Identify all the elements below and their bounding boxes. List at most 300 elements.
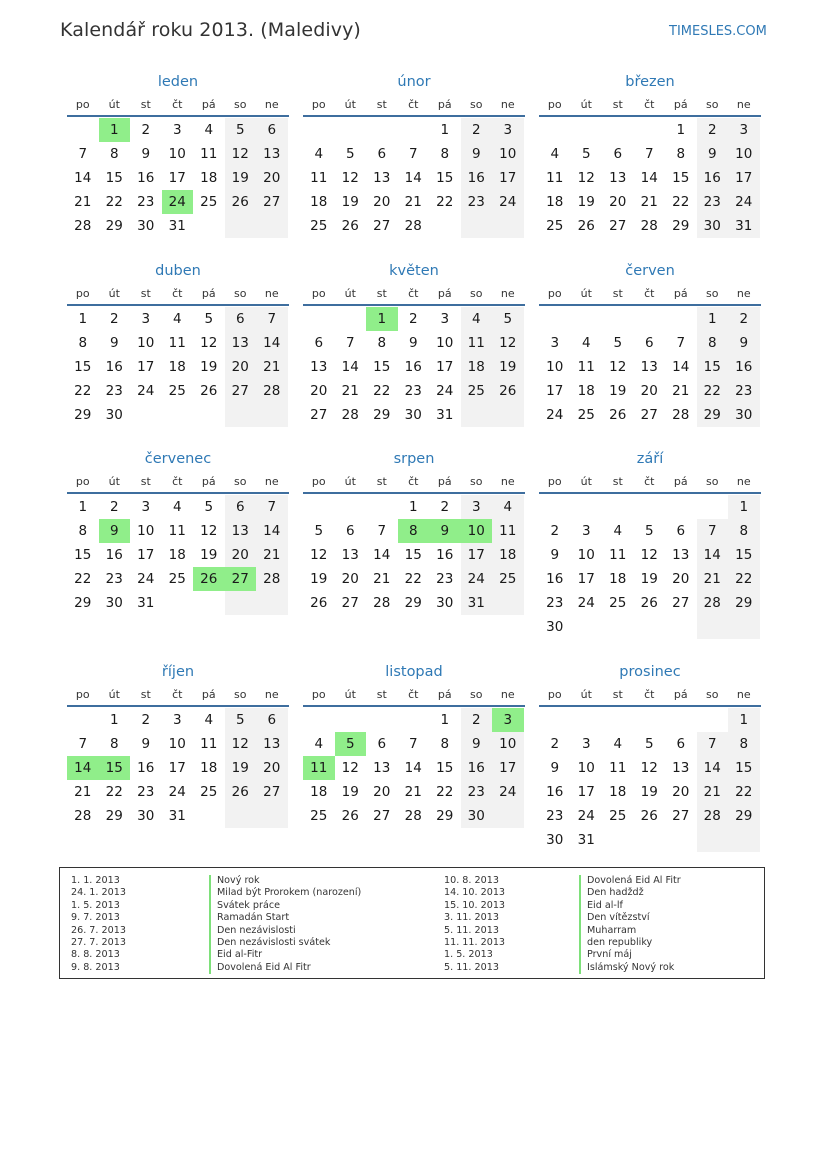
empty-day-cell (130, 403, 162, 427)
day-cell: 14 (672, 359, 690, 375)
weekday-label: st (140, 475, 151, 488)
month-name: březen (625, 74, 675, 90)
day-cell: 6 (644, 335, 654, 351)
day-cell: 25 (492, 567, 524, 591)
weekday-label: ne (264, 98, 279, 111)
day-cell: 25 (200, 784, 218, 800)
day-cell: 10 (492, 732, 524, 756)
day-cell: 3 (581, 523, 591, 539)
legend-holiday-name: Den hadždž (579, 887, 644, 899)
weekday-label: pá (673, 287, 688, 300)
empty-day-cell (461, 214, 493, 238)
day-cell: 2 (697, 118, 729, 142)
month-name: květen (389, 263, 439, 279)
day-cell: 22 (74, 383, 92, 399)
day-cell: 28 (404, 808, 422, 824)
day-cell: 10 (546, 359, 564, 375)
day-cell: 18 (461, 355, 493, 379)
empty-day-cell (492, 403, 524, 427)
empty-day-cell (571, 307, 603, 331)
day-cell: 13 (256, 142, 288, 166)
day-cell: 3 (172, 122, 182, 138)
day-cell: 26 (225, 190, 257, 214)
day-cell: 23 (461, 190, 493, 214)
day-grid (303, 307, 525, 427)
day-cell: 28 (74, 218, 92, 234)
day-cell: 15 (697, 355, 729, 379)
day-cell: 19 (640, 784, 658, 800)
weekday-label: so (234, 98, 247, 111)
legend-date: 27. 7. 2013 (71, 936, 126, 948)
day-cell: 30 (461, 804, 493, 828)
weekday-label: po (311, 475, 326, 488)
day-cell: 1 (676, 122, 686, 138)
empty-day-cell (303, 118, 335, 142)
header-rule (303, 304, 525, 306)
day-cell: 29 (697, 403, 729, 427)
day-cell: 29 (728, 591, 760, 615)
empty-day-cell (634, 828, 666, 852)
weekday-label: ne (736, 475, 751, 488)
day-cell: 15 (436, 170, 454, 186)
holiday-day-cell: 10 (461, 519, 493, 543)
empty-day-cell (193, 804, 225, 828)
day-cell: 31 (436, 407, 454, 423)
holiday-day-cell: 8 (398, 519, 430, 543)
day-cell: 28 (672, 407, 690, 423)
weekday-label: po (75, 98, 90, 111)
legend-date: 8. 8. 2013 (71, 949, 120, 961)
day-cell: 21 (404, 784, 422, 800)
day-cell: 9 (461, 142, 493, 166)
empty-day-cell (366, 708, 398, 732)
day-cell: 27 (640, 407, 658, 423)
legend-holiday-name: Den nezávislosti svátek (209, 937, 330, 949)
weekday-label: po (547, 98, 562, 111)
day-cell: 20 (310, 383, 328, 399)
empty-day-cell (602, 118, 634, 142)
day-cell: 4 (314, 146, 324, 162)
day-cell: 11 (168, 523, 186, 539)
day-cell: 1 (440, 712, 450, 728)
day-cell: 3 (728, 118, 760, 142)
day-cell: 13 (640, 359, 658, 375)
weekday-label: ne (500, 287, 515, 300)
day-cell: 2 (141, 122, 151, 138)
day-cell: 5 (492, 307, 524, 331)
day-cell: 21 (74, 784, 92, 800)
day-cell: 3 (461, 495, 493, 519)
empty-day-cell (225, 214, 257, 238)
day-cell: 8 (109, 146, 119, 162)
month-name: srpen (393, 451, 435, 467)
weekday-header (539, 285, 761, 302)
day-cell: 12 (310, 547, 328, 563)
day-cell: 30 (137, 808, 155, 824)
day-cell: 29 (672, 218, 690, 234)
day-cell: 25 (609, 808, 627, 824)
day-grid (539, 118, 761, 238)
day-cell: 14 (404, 760, 422, 776)
day-cell: 21 (697, 567, 729, 591)
day-cell: 4 (204, 712, 214, 728)
day-cell: 26 (225, 780, 257, 804)
month-1 (303, 73, 525, 238)
day-cell: 18 (200, 760, 218, 776)
day-cell: 13 (609, 170, 627, 186)
day-cell: 29 (436, 808, 454, 824)
day-cell: 22 (436, 784, 454, 800)
weekday-label: ne (500, 688, 515, 701)
empty-day-cell (634, 118, 666, 142)
day-cell: 12 (577, 170, 595, 186)
day-cell: 10 (492, 142, 524, 166)
empty-day-cell (461, 403, 493, 427)
day-cell: 21 (373, 571, 391, 587)
empty-day-cell (398, 118, 430, 142)
day-cell: 27 (672, 808, 690, 824)
day-cell: 11 (200, 146, 218, 162)
day-cell: 10 (728, 142, 760, 166)
day-cell: 24 (492, 190, 524, 214)
day-cell: 8 (109, 736, 119, 752)
legend-date: 3. 11. 2013 (444, 912, 499, 924)
day-cell: 16 (546, 571, 564, 587)
day-cell: 17 (577, 571, 595, 587)
day-cell: 4 (550, 146, 560, 162)
day-cell: 7 (256, 495, 288, 519)
legend-date: 24. 1. 2013 (71, 887, 126, 899)
day-cell: 2 (550, 736, 560, 752)
day-cell: 20 (225, 543, 257, 567)
day-cell: 27 (341, 595, 359, 611)
empty-day-cell (697, 615, 729, 639)
day-cell: 8 (377, 335, 387, 351)
day-cell: 22 (105, 784, 123, 800)
month-2 (539, 73, 761, 238)
site-link[interactable]: TIMESLES.COM (669, 24, 767, 39)
day-cell: 23 (546, 808, 564, 824)
day-cell: 31 (168, 808, 186, 824)
empty-day-cell (571, 118, 603, 142)
day-cell: 23 (546, 595, 564, 611)
day-cell: 25 (168, 383, 186, 399)
empty-day-cell (303, 307, 335, 331)
holiday-day-cell: 3 (492, 708, 524, 732)
empty-day-cell (225, 591, 257, 615)
weekday-label: pá (437, 688, 452, 701)
day-cell: 23 (137, 784, 155, 800)
day-cell: 29 (373, 407, 391, 423)
day-cell: 15 (373, 359, 391, 375)
weekday-label: po (75, 287, 90, 300)
day-cell: 1 (440, 122, 450, 138)
empty-day-cell (571, 495, 603, 519)
day-cell: 14 (640, 170, 658, 186)
empty-day-cell (634, 615, 666, 639)
empty-day-cell (193, 403, 225, 427)
day-cell: 28 (697, 804, 729, 828)
day-cell: 28 (256, 567, 288, 591)
empty-day-cell (665, 307, 697, 331)
day-cell: 15 (404, 547, 422, 563)
day-cell: 30 (137, 218, 155, 234)
day-cell: 4 (172, 499, 182, 515)
legend-date: 14. 10. 2013 (444, 887, 506, 899)
weekday-label: út (344, 475, 356, 488)
day-cell: 19 (577, 194, 595, 210)
day-cell: 29 (74, 595, 92, 611)
day-cell: 13 (373, 170, 391, 186)
day-cell: 6 (225, 495, 257, 519)
day-cell: 16 (105, 359, 123, 375)
day-cell: 24 (728, 190, 760, 214)
day-cell: 23 (105, 383, 123, 399)
day-cell: 10 (168, 146, 186, 162)
day-cell: 7 (345, 335, 355, 351)
day-cell: 31 (137, 595, 155, 611)
empty-day-cell (697, 495, 729, 519)
day-cell: 17 (461, 543, 493, 567)
empty-day-cell (162, 591, 194, 615)
month-10 (303, 663, 525, 828)
day-cell: 23 (137, 194, 155, 210)
day-cell: 9 (728, 331, 760, 355)
empty-day-cell (335, 307, 367, 331)
day-cell: 5 (225, 118, 257, 142)
day-cell: 5 (345, 146, 355, 162)
legend-holiday-name: Den vítězství (579, 912, 650, 924)
empty-day-cell (225, 403, 257, 427)
month-name: červen (625, 263, 675, 279)
day-cell: 9 (408, 335, 418, 351)
day-cell: 25 (609, 595, 627, 611)
empty-day-cell (634, 708, 666, 732)
day-cell: 19 (492, 355, 524, 379)
day-cell: 7 (78, 736, 88, 752)
day-cell: 9 (109, 335, 119, 351)
weekday-label: ne (736, 98, 751, 111)
empty-day-cell (571, 708, 603, 732)
day-cell: 19 (310, 571, 328, 587)
day-cell: 25 (461, 379, 493, 403)
weekday-label: st (612, 98, 623, 111)
weekday-label: pá (201, 688, 216, 701)
day-cell: 26 (640, 808, 658, 824)
day-cell: 15 (74, 359, 92, 375)
month-name: duben (155, 263, 201, 279)
day-cell: 10 (168, 736, 186, 752)
day-cell: 4 (581, 335, 591, 351)
day-cell: 16 (137, 760, 155, 776)
weekday-header (303, 473, 525, 490)
day-cell: 17 (137, 547, 155, 563)
day-cell: 23 (697, 190, 729, 214)
month-7 (303, 450, 525, 615)
day-cell: 26 (200, 383, 218, 399)
day-cell: 16 (697, 166, 729, 190)
day-cell: 4 (613, 736, 623, 752)
day-cell: 29 (728, 804, 760, 828)
weekday-label: po (311, 98, 326, 111)
legend-holiday-name: Dovolená Eid Al Fitr (209, 962, 311, 974)
day-cell: 20 (373, 194, 391, 210)
day-cell: 12 (200, 523, 218, 539)
weekday-label: so (234, 287, 247, 300)
day-cell: 3 (581, 736, 591, 752)
day-grid (67, 495, 289, 615)
day-grid (539, 307, 761, 427)
day-cell: 14 (697, 543, 729, 567)
day-cell: 18 (168, 359, 186, 375)
day-cell: 9 (461, 732, 493, 756)
month-name: únor (397, 74, 431, 90)
holiday-day-cell: 5 (335, 732, 367, 756)
day-cell: 1 (697, 307, 729, 331)
empty-day-cell (303, 708, 335, 732)
header-rule (67, 492, 289, 494)
empty-day-cell (162, 403, 194, 427)
empty-day-cell (366, 118, 398, 142)
day-cell: 2 (550, 523, 560, 539)
day-cell: 18 (577, 383, 595, 399)
day-cell: 15 (672, 170, 690, 186)
day-cell: 19 (200, 547, 218, 563)
day-cell: 13 (310, 359, 328, 375)
weekday-label: pá (437, 475, 452, 488)
day-cell: 5 (225, 708, 257, 732)
day-cell: 22 (728, 780, 760, 804)
month-name: listopad (385, 664, 443, 680)
day-cell: 24 (436, 383, 454, 399)
empty-day-cell (539, 495, 571, 519)
header-rule (67, 115, 289, 117)
day-cell: 6 (676, 523, 686, 539)
empty-day-cell (256, 403, 288, 427)
day-cell: 12 (225, 732, 257, 756)
legend-holiday-name: den republiky (579, 937, 652, 949)
day-cell: 21 (256, 543, 288, 567)
weekday-label: st (612, 287, 623, 300)
weekday-label: pá (673, 98, 688, 111)
day-cell: 10 (436, 335, 454, 351)
weekday-label: so (706, 688, 719, 701)
month-0 (67, 73, 289, 238)
day-cell: 29 (105, 808, 123, 824)
day-cell: 14 (341, 359, 359, 375)
empty-day-cell (539, 118, 571, 142)
day-cell: 22 (105, 194, 123, 210)
day-cell: 25 (310, 218, 328, 234)
weekday-header (303, 686, 525, 703)
empty-day-cell (665, 615, 697, 639)
day-cell: 20 (256, 756, 288, 780)
day-cell: 3 (141, 311, 151, 327)
day-cell: 2 (408, 311, 418, 327)
day-cell: 19 (341, 194, 359, 210)
day-grid (303, 118, 525, 238)
empty-day-cell (665, 495, 697, 519)
day-cell: 30 (546, 832, 564, 848)
day-cell: 2 (461, 118, 493, 142)
day-cell: 17 (546, 383, 564, 399)
weekday-label: so (706, 475, 719, 488)
day-cell: 25 (310, 808, 328, 824)
weekday-label: út (580, 475, 592, 488)
weekday-label: ne (500, 475, 515, 488)
day-cell: 27 (256, 190, 288, 214)
weekday-label: út (344, 98, 356, 111)
day-cell: 23 (436, 571, 454, 587)
weekday-header (67, 686, 289, 703)
legend-holiday-name: Den nezávislosti (209, 925, 296, 937)
day-cell: 6 (613, 146, 623, 162)
weekday-label: čt (172, 688, 183, 701)
day-cell: 28 (697, 591, 729, 615)
day-cell: 3 (550, 335, 560, 351)
day-cell: 10 (137, 335, 155, 351)
day-cell: 12 (200, 335, 218, 351)
day-cell: 29 (404, 595, 422, 611)
day-cell: 16 (137, 170, 155, 186)
day-cell: 16 (461, 166, 493, 190)
day-cell: 27 (373, 808, 391, 824)
empty-day-cell (665, 708, 697, 732)
empty-day-cell (602, 615, 634, 639)
month-11 (539, 663, 761, 852)
weekday-label: čt (172, 98, 183, 111)
month-4 (303, 262, 525, 427)
day-cell: 18 (609, 784, 627, 800)
empty-day-cell (602, 708, 634, 732)
day-cell: 24 (577, 595, 595, 611)
day-cell: 14 (404, 170, 422, 186)
weekday-label: pá (673, 475, 688, 488)
legend-holiday-name: Eid al-Fitr (209, 949, 262, 961)
day-cell: 20 (672, 571, 690, 587)
weekday-label: čt (408, 688, 419, 701)
empty-day-cell (492, 214, 524, 238)
day-cell: 1 (728, 495, 760, 519)
day-cell: 24 (137, 571, 155, 587)
empty-day-cell (256, 591, 288, 615)
day-cell: 7 (408, 736, 418, 752)
header-rule (539, 115, 761, 117)
weekday-header (303, 96, 525, 113)
header-rule (303, 492, 525, 494)
weekday-header (539, 473, 761, 490)
weekday-label: po (75, 688, 90, 701)
day-grid (303, 495, 525, 615)
weekday-label: po (311, 688, 326, 701)
day-cell: 14 (256, 331, 288, 355)
day-cell: 6 (676, 736, 686, 752)
day-cell: 30 (546, 619, 564, 635)
day-cell: 21 (672, 383, 690, 399)
weekday-label: st (376, 98, 387, 111)
weekday-label: po (75, 475, 90, 488)
day-grid (539, 495, 761, 639)
day-cell: 23 (461, 780, 493, 804)
day-cell: 14 (256, 519, 288, 543)
day-cell: 25 (546, 218, 564, 234)
day-cell: 19 (341, 784, 359, 800)
weekday-label: ne (736, 287, 751, 300)
day-cell: 19 (640, 571, 658, 587)
day-cell: 19 (225, 756, 257, 780)
day-cell: 31 (577, 832, 595, 848)
day-cell: 24 (492, 780, 524, 804)
